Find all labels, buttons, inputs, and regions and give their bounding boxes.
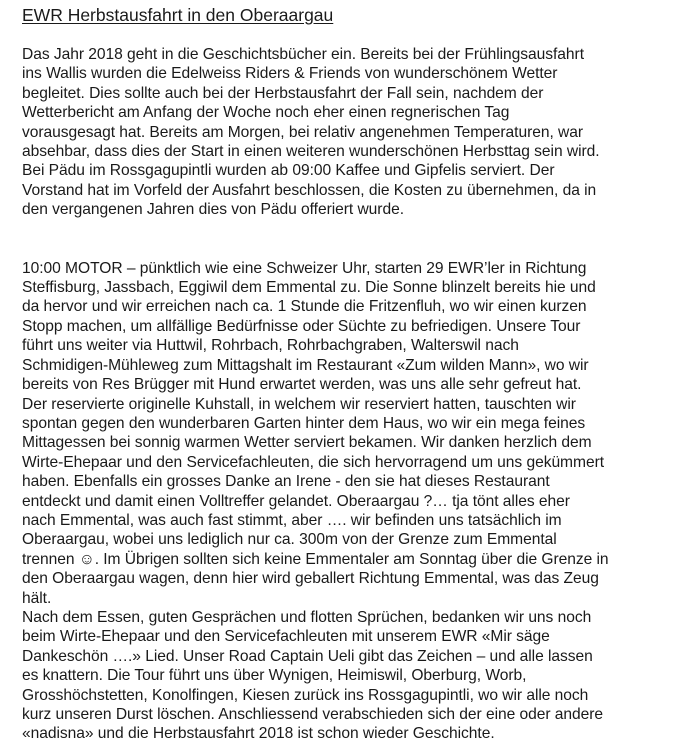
paragraph-spacer	[22, 220, 670, 259]
paragraph-tour-report: 10:00 MOTOR – pünktlich wie eine Schweizer Uhr, starten 29 EWR’ler in Richtung Steffisburg, Jassbach, Eggiwil dem Emmental zu. Die Sonne blinzelt bereits hie und da hervor und wir erreichen nach ca. 1 Stunde die Fritzenfluh, wo wir einen kurzen Stopp machen, um allfällige Bedürfnisse oder Süchte zu befriedigen. Unsere Tour führt uns weiter via Huttwil, Rohrbach, Rohrbachgraben, Walterswil nach Schmidigen-Mühleweg zum Mittagshalt im Restaurant «Zum wilden Mann», wo wir bereits von Res Brügger mit Hund erwartet werden, was uns alle sehr gefreut hat. Der reservierte originelle Kuhstall, in welchem wir reserviert hatten, tauschten wir spontan gegen den wunderbaren Garten hinter dem Haus, wo wir ein mega feines Mittagessen bei sonnig warmen Wetter serviert bekamen. Wir danken herzlich dem Wirte-Ehepaar und den Servicefachleuten, die sich hervorragend um uns gekümmert haben. Ebenfalls ein grosses Danke an Irene - den sie hat dieses Restaurant entdeckt und damit einen Volltreffer gelandet. Oberaargau ?… tja tönt alles eher nach Emmental, was auch fast stimmt, aber …. wir befinden uns tatsächlich im Oberaargau, wobei uns lediglich nur ca. 300m von der Grenze zum Emmental trennen ☺. Im Übrigen sollten sich keine Emmentaler am Sonntag über die Grenze in den Oberaargau wagen, denn hier wird geballert Richtung Emmental, was das Zeug hält. Nach dem Essen, guten Gesprächen und flotten Sprüchen, bedanken wir uns noch beim Wirte-Ehepaar und den Servicefachleuten mit unserem EWR «Mir säge Dankeschön ….» Lied. Unser Road Captain Ueli gibt das Zeichen – und alle lassen es knattern. Die Tour führt uns über Wynigen, Heimiswil, Oberburg, Worb, Grosshöchstetten, Konolfingen, Kiesen zurück ins Rossgagupintli, wo wir alle noch kurz unseren Durst löschen. Anschliessend verabschieden sich der eine oder andere «nadisna» und die Herbstausfahrt 2018 ist schon wieder Geschichte.	[22, 259, 609, 743]
paragraph-intro: Das Jahr 2018 geht in die Geschichtsbücher ein. Bereits bei der Frühlingsausfahrt ins Wallis wurden die Edelweiss Riders & Friends von wunderschönem Wetter begleitet. Dies sollte auch bei der Herbstausfahrt der Fall sein, nachdem der Wetterbericht am Anfang der Woche noch eher einen regnerischen Tag vorausgesagt hat. Bereits am Morgen, bei relativ angenehmen Temperaturen, war absehbar, dass dies der Start in einen weiteren wunderschönen Herbsttag sein wird. Bei Pädu im Rossgagupintli wurden ab 09:00 Kaffee und Gipfelis serviert. Der Vorstand hat im Vorfeld der Ausfahrt beschlossen, die Kosten zu übernehmen, da in den vergangenen Jahren dies von Pädu offeriert wurde.	[22, 46, 600, 219]
document-title: EWR Herbstausfahrt in den Oberaargau	[22, 5, 334, 25]
document	[22, 4, 670, 744]
